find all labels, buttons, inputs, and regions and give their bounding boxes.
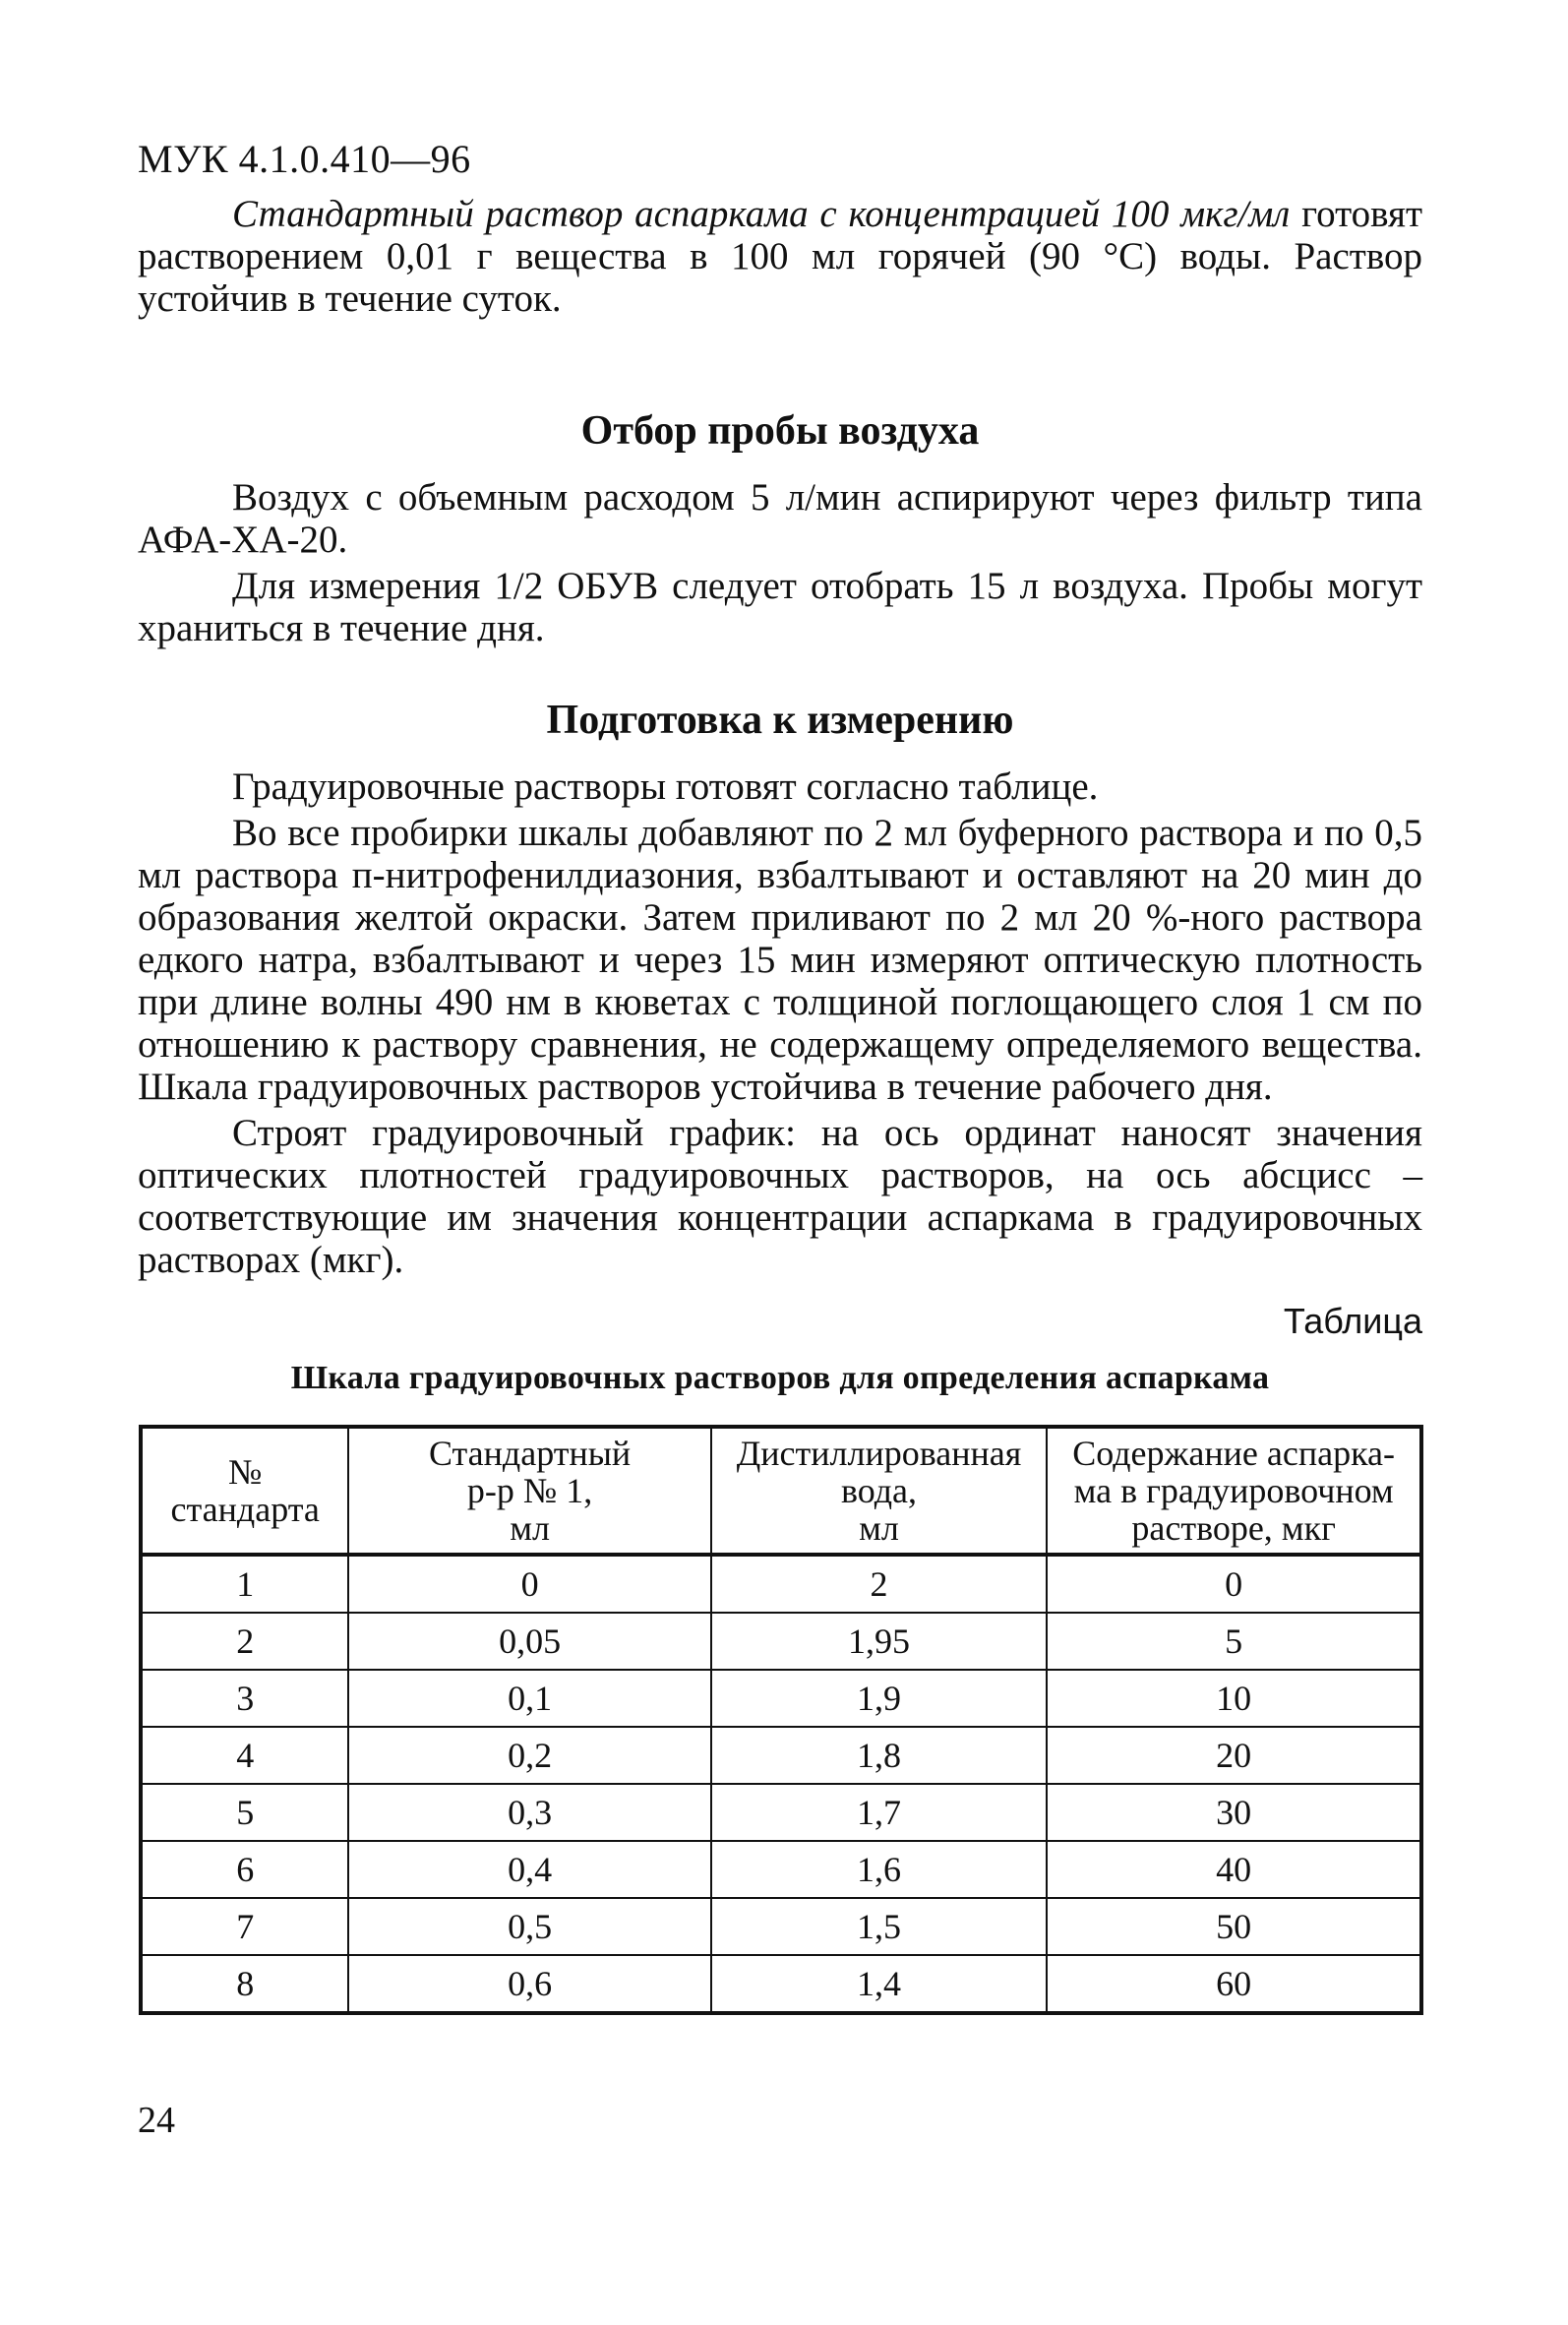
air-paragraph-1: Воздух с объемным расходом 5 л/мин аспирируют через фильтр типа АФА-ХА-20. bbox=[138, 476, 1422, 561]
cell-content-mcg: 40 bbox=[1047, 1841, 1421, 1898]
section-title-preparation: Подготовка к измерению bbox=[546, 698, 1014, 743]
cell-water-ml: 2 bbox=[711, 1555, 1047, 1613]
header-aspark-content: Содержание аспарка- ма в градуировочном растворе, мкг bbox=[1047, 1427, 1421, 1555]
cell-water-ml: 1,7 bbox=[711, 1784, 1047, 1841]
prep-paragraph-3: Строят градуировочный график: на ось ординат наносят значения оптических плотностей градуировочных растворов, на ось абсцисс – соответствующие им значения концентрации аспаркама в градуировочных растворах (мкг). bbox=[138, 1112, 1422, 1281]
cell-standard-solution-ml: 0,2 bbox=[348, 1727, 710, 1784]
section-title-air-sampling: Отбор пробы воздуха bbox=[580, 408, 980, 454]
air-sampling-text bbox=[138, 476, 1422, 649]
cell-standard-solution-ml: 0 bbox=[348, 1555, 710, 1613]
table-row bbox=[141, 1841, 1421, 1898]
table-row bbox=[141, 1555, 1421, 1613]
prep-paragraph-1: Градуировочные растворы готовят согласно таблице. bbox=[232, 765, 1099, 808]
cell-standard-solution-ml: 0,3 bbox=[348, 1784, 710, 1841]
cell-standard-number: 8 bbox=[141, 1955, 348, 2013]
intro-rest: готовят растворением 0,01 г вещества в 100 мл горячей (90 °С) воды. Раствор устойчив в течение суток. bbox=[138, 193, 1422, 320]
air-paragraph-2: Для измерения 1/2 ОБУВ следует отобрать 15 л воздуха. Пробы могут храниться в течение дня. bbox=[138, 565, 1422, 649]
cell-standard-number: 4 bbox=[141, 1727, 348, 1784]
table-row bbox=[141, 1898, 1421, 1955]
cell-water-ml: 1,4 bbox=[711, 1955, 1047, 2013]
calibration-table bbox=[139, 1425, 1423, 2015]
cell-standard-number: 6 bbox=[141, 1841, 348, 1898]
cell-standard-number: 5 bbox=[141, 1784, 348, 1841]
table-row bbox=[141, 1613, 1421, 1670]
cell-standard-solution-ml: 0,5 bbox=[348, 1898, 710, 1955]
cell-content-mcg: 30 bbox=[1047, 1784, 1421, 1841]
header-standard-number: № стандарта bbox=[141, 1427, 348, 1555]
cell-content-mcg: 60 bbox=[1047, 1955, 1421, 2013]
intro-italic-lead: Стандартный раствор аспаркама с концентрацией 100 мкг/мл bbox=[232, 193, 1291, 235]
table-row bbox=[141, 1727, 1421, 1784]
document-code: МУК 4.1.0.410—96 bbox=[138, 137, 471, 181]
cell-content-mcg: 20 bbox=[1047, 1727, 1421, 1784]
table-header-row bbox=[141, 1427, 1421, 1555]
table-label: Таблица bbox=[1283, 1301, 1422, 1341]
intro-paragraph bbox=[138, 193, 1422, 320]
table-row bbox=[141, 1670, 1421, 1727]
cell-content-mcg: 50 bbox=[1047, 1898, 1421, 1955]
table-title: Шкала градуировочных растворов для определения аспаркама bbox=[290, 1360, 1270, 1396]
cell-content-mcg: 10 bbox=[1047, 1670, 1421, 1727]
cell-content-mcg: 0 bbox=[1047, 1555, 1421, 1613]
cell-standard-number: 1 bbox=[141, 1555, 348, 1613]
header-standard-solution: Стандартный р-р № 1, мл bbox=[348, 1427, 710, 1555]
cell-standard-solution-ml: 0,1 bbox=[348, 1670, 710, 1727]
table-row bbox=[141, 1955, 1421, 2013]
table-row bbox=[141, 1784, 1421, 1841]
table-body bbox=[141, 1555, 1421, 2013]
cell-water-ml: 1,5 bbox=[711, 1898, 1047, 1955]
header-distilled-water: Дистиллированная вода, мл bbox=[711, 1427, 1047, 1555]
cell-water-ml: 1,6 bbox=[711, 1841, 1047, 1898]
cell-standard-number: 3 bbox=[141, 1670, 348, 1727]
cell-standard-solution-ml: 0,05 bbox=[348, 1613, 710, 1670]
cell-standard-solution-ml: 0,4 bbox=[348, 1841, 710, 1898]
cell-water-ml: 1,9 bbox=[711, 1670, 1047, 1727]
preparation-text bbox=[138, 765, 1422, 1281]
cell-standard-number: 2 bbox=[141, 1613, 348, 1670]
prep-paragraph-2: Во все пробирки шкалы добавляют по 2 мл буферного раствора и по 0,5 мл раствора п-нитрофенилдиазония, взбалтывают и оставляют на 20 мин до образования желтой окраски. Затем приливают по 2 мл 20 %-ного раствора едкого натра, взбалтывают и через 15 мин измеряют оптическую плотность при длине волны 490 нм в кюветах с толщиной поглощающего слоя 1 см по отношению к раствору сравнения, не содержащему определяемого вещества. Шкала градуировочных растворов устойчива в течение рабочего дня. bbox=[138, 812, 1422, 1108]
cell-content-mcg: 5 bbox=[1047, 1613, 1421, 1670]
page-number: 24 bbox=[138, 2100, 175, 2141]
cell-standard-number: 7 bbox=[141, 1898, 348, 1955]
cell-standard-solution-ml: 0,6 bbox=[348, 1955, 710, 2013]
cell-water-ml: 1,95 bbox=[711, 1613, 1047, 1670]
cell-water-ml: 1,8 bbox=[711, 1727, 1047, 1784]
